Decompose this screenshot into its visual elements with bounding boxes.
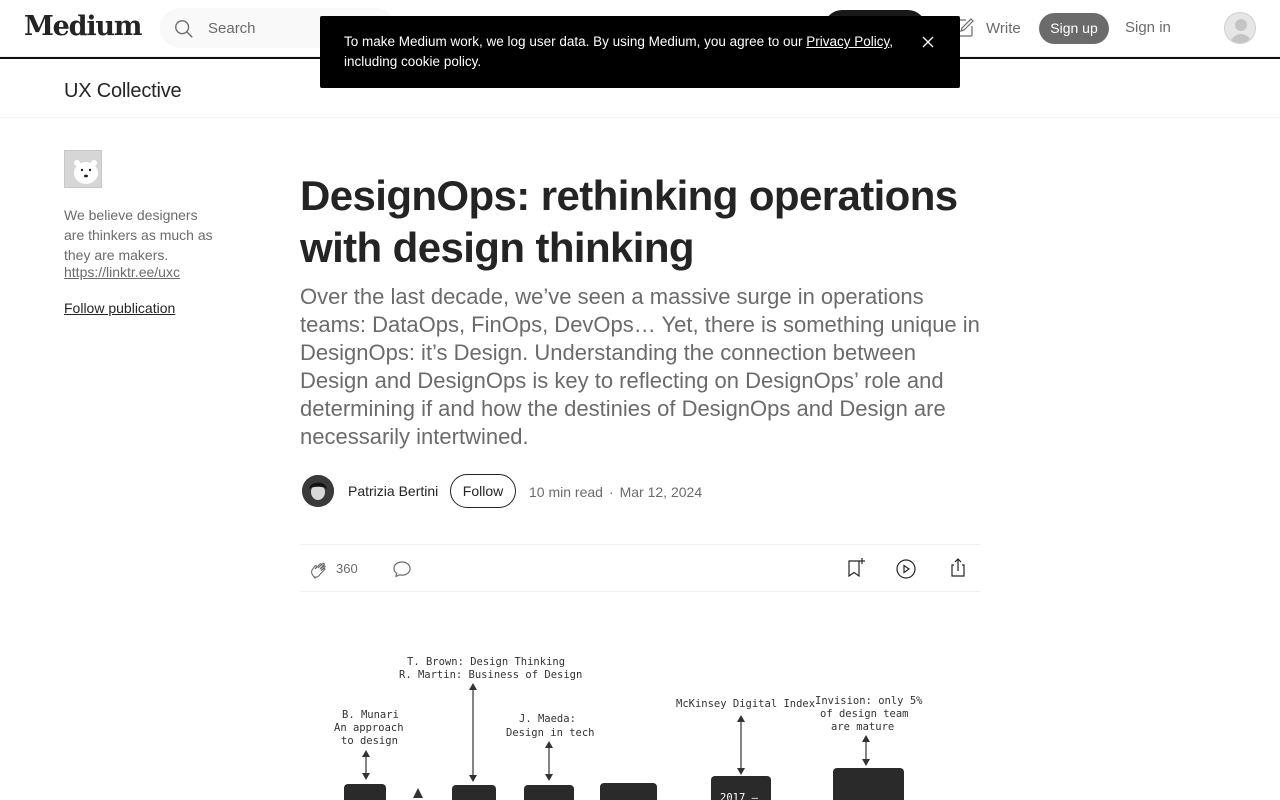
user-avatar[interactable] [1224, 12, 1256, 44]
article-action-bar [300, 544, 981, 592]
label-maeda-1: J. Maeda: [519, 713, 576, 725]
label-munari-1: B. Munari [342, 709, 399, 721]
signup-button[interactable]: Sign up [1039, 13, 1109, 44]
cookie-banner [320, 16, 960, 88]
search-icon [173, 18, 195, 40]
label-martin: R. Martin: Business of Design [399, 669, 583, 681]
share-icon[interactable] [946, 556, 970, 580]
user-silhouette-icon [1225, 13, 1256, 44]
search-input[interactable]: Search [208, 20, 256, 37]
follow-publication-link[interactable]: Follow publication [64, 300, 176, 316]
follow-author-button[interactable]: Follow [450, 474, 516, 508]
write-label: Write [986, 19, 1021, 37]
privacy-policy-link[interactable]: Privacy Policy [806, 34, 890, 49]
publication-name[interactable]: UX Collective [64, 80, 182, 102]
label-maeda-2: Design in tech [506, 727, 595, 739]
publication-description: We believe designers are thinkers as much as they are makers. [64, 207, 213, 263]
article-title: DesignOps: rethinking operations with design thinking [300, 172, 958, 271]
clap-count: 360 [336, 561, 358, 576]
author-photo-icon [302, 475, 334, 507]
meta-separator: · [608, 484, 614, 500]
label-invision-2: of design team [820, 708, 909, 720]
label-munari-2: An approach [334, 722, 404, 734]
label-invision-3: are mature [831, 721, 895, 733]
label-year: 2017 – [720, 792, 758, 800]
medium-logo[interactable]: Medium [24, 11, 142, 42]
signin-link[interactable]: Sign in [1125, 19, 1171, 36]
design-history-sketch [300, 620, 981, 800]
publication-link[interactable]: https://linktr.ee/uxc [64, 264, 180, 280]
close-icon[interactable] [916, 30, 940, 54]
cookie-text-before: To make Medium work, we log user data. By using Medium, you agree to our [344, 34, 807, 49]
read-time: 10 min read [529, 484, 603, 500]
label-brown: T. Brown: Design Thinking [407, 656, 566, 668]
label-munari-3: to design [341, 735, 398, 747]
label-invision-1: Invision: only 5% [815, 695, 923, 707]
bookmark-add-icon[interactable] [844, 556, 868, 580]
publication-logo[interactable] [64, 150, 102, 188]
author-avatar[interactable] [302, 475, 334, 507]
label-mckinsey: McKinsey Digital Index [676, 698, 816, 710]
clap-icon[interactable] [308, 557, 332, 581]
publish-date: Mar 12, 2024 [619, 484, 703, 500]
cookie-text-after: , including cookie policy. [344, 34, 894, 69]
cookie-banner-text [344, 32, 904, 72]
play-icon[interactable] [894, 557, 918, 581]
article-subtitle: Over the last decade, we’ve seen a massive surge in operations teams: DataOps, FinOps, DevOps… Yet, there is something unique in DesignOps: it’s Design. Understanding the connection between Design and DesignOps is key to reflecting on DesignOps’ role and determining if and how the destinies of DesignOps and Design are necessarily intertwined. [300, 284, 980, 449]
comment-icon[interactable] [390, 557, 414, 581]
article-hero-image [300, 620, 981, 800]
polar-bear-icon [65, 151, 102, 188]
author-name[interactable]: Patrizia Bertini [348, 483, 439, 499]
article-meta [529, 484, 702, 500]
write-link[interactable] [952, 16, 1021, 40]
